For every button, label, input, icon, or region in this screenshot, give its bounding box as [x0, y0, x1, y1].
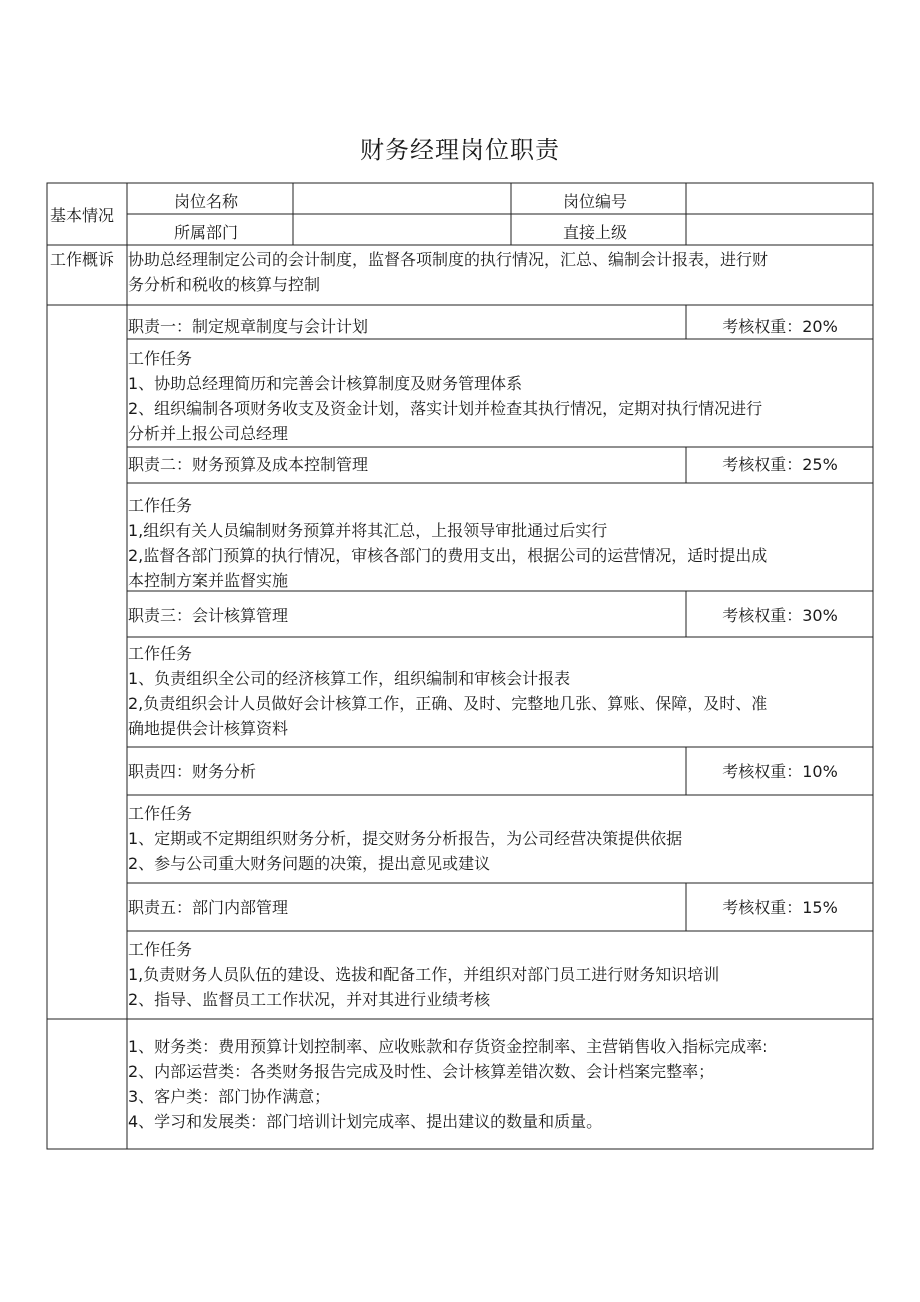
kpi-line: 1、财务类：费用预算计划控制率、应收账款和存货资金控制率、主营销售收入指标完成率:: [128, 1037, 768, 1056]
kpi-line: 3、客户类：部门协作满意；: [128, 1087, 331, 1106]
duty-weight: 考核权重：25%: [722, 455, 838, 474]
kpi-line: 4、学习和发展类：部门培训计划完成率、提出建议的数量和质量。: [128, 1112, 603, 1131]
basic-info-label: 基本情况: [50, 206, 115, 225]
task-line: 2、参与公司重大财务问题的决策，提出意见或建议: [128, 854, 491, 873]
position-no-label: 岗位编号: [563, 192, 628, 211]
duty-title: 职责三：会计核算管理: [128, 606, 289, 625]
task-line: 1,负责财务人员队伍的建设、选拔和配备工作，并组织对部门员工进行财务知识培训: [128, 965, 720, 984]
task-line: 2,监督各部门预算的执行情况，审核各部门的费用支出，根据公司的运营情况，适时提出成: [128, 546, 768, 565]
duty-title: 职责二：财务预算及成本控制管理: [128, 455, 369, 474]
overview-line: 协助总经理制定公司的会计制度，监督各项制度的执行情况，汇总、编制会计报表，进行财: [128, 250, 769, 269]
duty-title: 职责五：部门内部管理: [128, 898, 289, 917]
position-name-label: 岗位名称: [174, 192, 239, 211]
duty-tasks: [128, 346, 872, 446]
task-line: 2,负责组织会计人员做好会计核算工作，正确、及时、完整地几张、算账、保障，及时、准: [128, 694, 768, 713]
superior-label: 直接上级: [563, 223, 628, 242]
page-title: 财务经理岗位职责: [360, 136, 560, 164]
duty-weight: 考核权重：15%: [722, 898, 838, 917]
tasks-label: 工作任务: [128, 349, 193, 368]
kpi-list: [128, 1034, 872, 1134]
overview-line: 务分析和税收的核算与控制: [128, 275, 321, 294]
duty-title: 职责一：制定规章制度与会计计划: [128, 317, 369, 336]
tasks-label: 工作任务: [128, 804, 193, 823]
department-label: 所属部门: [174, 223, 239, 242]
duty-title: 职责四：财务分析: [128, 762, 257, 781]
duty-tasks: [128, 801, 872, 876]
task-line: 本控制方案并监督实施: [128, 571, 289, 590]
kpi-line: 2、内部运营类：各类财务报告完成及时性、会计核算差错次数、会计档案完整率；: [128, 1062, 715, 1081]
duty-weight: 考核权重：20%: [722, 317, 838, 336]
duty-tasks: [128, 493, 872, 593]
task-line: 1、协助总经理简历和完善会计核算制度及财务管理体系: [128, 374, 523, 393]
task-line: 1、定期或不定期组织财务分析，提交财务分析报告，为公司经营决策提供依据: [128, 829, 683, 848]
tasks-label: 工作任务: [128, 940, 193, 959]
task-line: 1、负责组织全公司的经济核算工作，组织编制和审核会计报表: [128, 669, 571, 688]
duty-weight: 考核权重：30%: [722, 606, 838, 625]
overview-text: [128, 247, 872, 297]
duty-tasks: [128, 937, 872, 1012]
task-line: 分析并上报公司总经理: [128, 424, 289, 443]
task-line: 2、组织编制各项财务收支及资金计划，落实计划并检查其执行情况，定期对执行情况进行: [128, 399, 763, 418]
duty-weight: 考核权重：10%: [722, 762, 838, 781]
tasks-label: 工作任务: [128, 644, 193, 663]
overview-label: 工作概诉: [50, 250, 115, 269]
task-line: 2、指导、监督员工工作状况，并对其进行业绩考核: [128, 990, 491, 1009]
duty-tasks: [128, 641, 872, 741]
task-line: 确地提供会计核算资料: [128, 719, 289, 738]
tasks-label: 工作任务: [128, 496, 193, 515]
task-line: 1,组织有关人员编制财务预算并将其汇总，上报领导审批通过后实行: [128, 521, 608, 540]
